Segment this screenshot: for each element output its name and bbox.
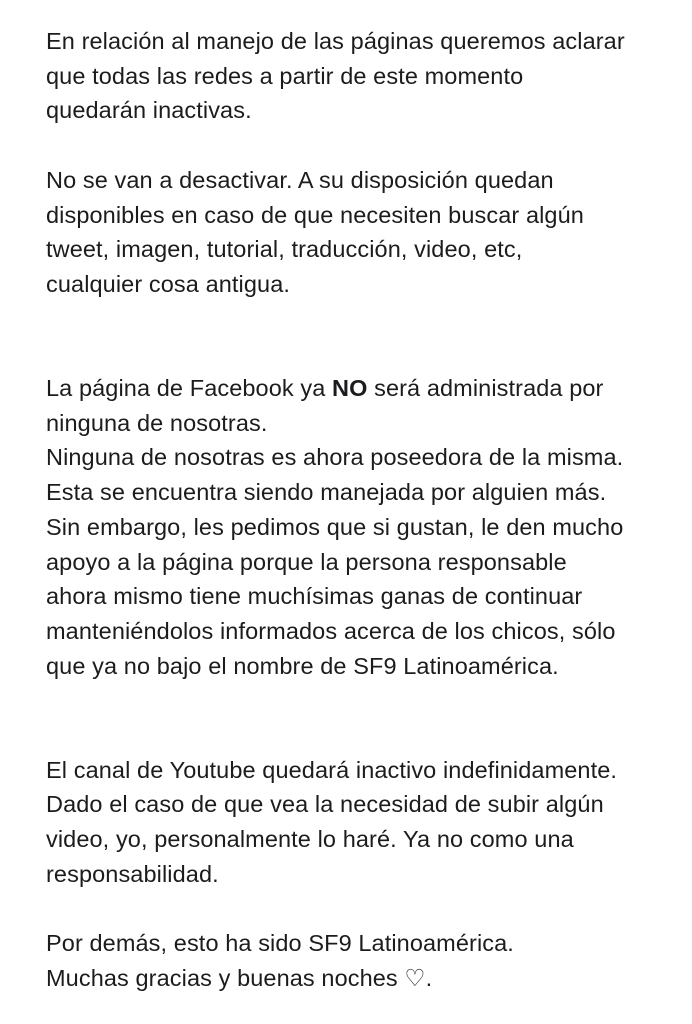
text-line: No se van a desactivar. A su disposición quedan — [46, 166, 554, 193]
text-line: ninguna de nosotras. — [46, 409, 268, 436]
text-line: Muchas gracias y buenas noches ♡. — [46, 964, 433, 991]
text-line: Ninguna de nosotras es ahora poseedora de la misma. — [46, 444, 624, 471]
text-line: disponibles en caso de que necesiten buscar algún — [46, 201, 584, 228]
note-body — [46, 24, 686, 996]
paragraph-facebook — [46, 371, 686, 683]
text-line: Dado el caso de que vea la necesidad de subir algún — [46, 791, 604, 818]
text-line: Esta se encuentra siendo manejada por alguien más. — [46, 479, 607, 506]
text-line: quedarán inactivas. — [46, 97, 252, 124]
text-line: responsabilidad. — [46, 860, 219, 887]
text-line: tweet, imagen, tutorial, traducción, video, etc, — [46, 236, 523, 263]
text-line: En relación al manejo de las páginas queremos aclarar — [46, 28, 625, 54]
text-line: cualquier cosa antigua. — [46, 270, 290, 297]
text-line: ahora mismo tiene muchísimas ganas de continuar — [46, 583, 583, 610]
text-line: El canal de Youtube quedará inactivo indefinidamente. — [46, 756, 618, 783]
paragraph-spacer — [46, 892, 686, 927]
text-line: que todas las redes a partir de este momento — [46, 62, 524, 89]
paragraph-spacer — [46, 683, 686, 752]
text-line: apoyo a la página porque la persona responsable — [46, 548, 567, 575]
text-line: manteniéndolos informados acerca de los chicos, sólo — [46, 617, 616, 644]
paragraph-spacer — [46, 302, 686, 371]
paragraph-youtube — [46, 753, 686, 892]
emphasis-no: NO — [332, 375, 368, 401]
text-segment: será administrada por — [367, 375, 604, 401]
text-line: video, yo, personalmente lo haré. Ya no como una — [46, 826, 574, 853]
paragraph-closing — [46, 926, 686, 995]
text-line: que ya no bajo el nombre de SF9 Latinoamérica. — [46, 652, 559, 679]
text-line: Sin embargo, les pedimos que si gustan, le den mucho — [46, 513, 624, 540]
paragraph-spacer — [46, 128, 686, 163]
text-line: Por demás, esto ha sido SF9 Latinoamérica. — [46, 930, 514, 957]
paragraph-not-deactivated — [46, 163, 686, 302]
text-line — [46, 371, 686, 406]
text-segment: La página de Facebook ya — [46, 375, 333, 401]
paragraph-pages-inactive — [46, 24, 686, 128]
